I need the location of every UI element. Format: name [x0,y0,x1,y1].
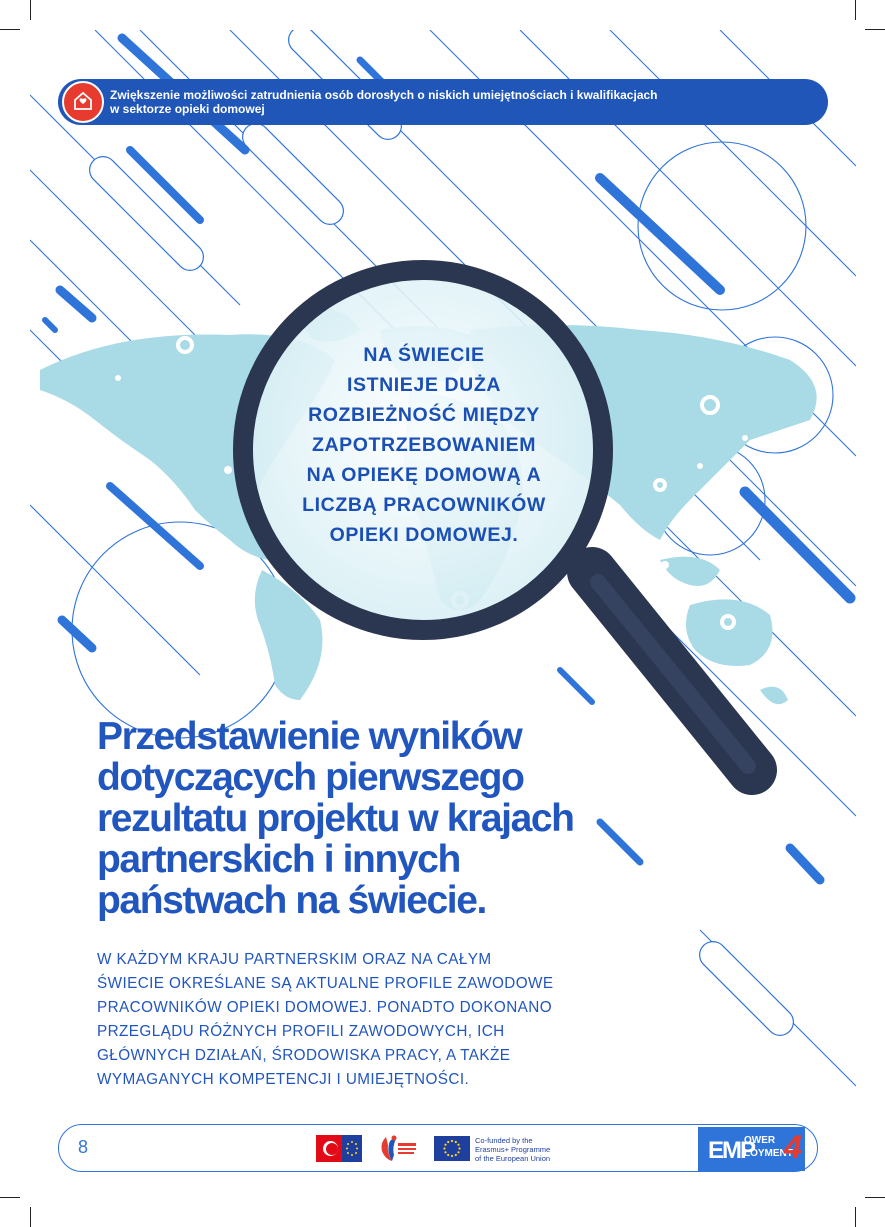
eu-flag-icon [434,1136,470,1161]
body-line: W KAŻDYM KRAJU PARTNERSKIM ORAZ NA CAŁYM [97,951,492,968]
caption-line: Co-funded by the [475,1136,533,1145]
title-line: partnerskich i innych [97,838,460,881]
body-line: GŁÓWNYCH DZIAŁAŃ, ŚRODOWISKA PRACY, A TAKŻE [97,1047,511,1064]
page-number: 8 [78,1137,89,1157]
employment4-logo [698,1127,805,1171]
body-line: PRZEGLĄDU RÓŻNYCH PROFILI ZAWODOWYCH, ICH [97,1023,505,1040]
logo-ower: OWER [744,1135,776,1146]
header-title: Zwiększenie możliwości zatrudnienia osób dorosłych o niskich umiejętnościach i kwalifikacjach w sektorze opieki domowej [110,88,658,116]
title-line: państwach na świecie. [97,879,486,922]
title-line: dotyczących pierwszego [97,756,524,799]
callout-line: NA OPIEKĘ DOMOWĄ A [306,464,542,486]
caption-line: Erasmus+ Programme [475,1145,551,1154]
body-line: WYMAGANYCH KOMPETENCJI I UMIEJĘTNOŚCI. [97,1071,470,1088]
logo-four: 4 [784,1129,802,1165]
callout-line: OPIEKI DOMOWEJ. [329,524,519,546]
page-title [97,716,697,921]
title-line: Przedstawienie wyników [97,715,522,758]
body-line: PRACOWNIKÓW OPIEKI DOMOWEJ. PONADTO DOKONANO [97,999,553,1016]
turkey-eu-flag-logo [316,1135,362,1162]
callout-line: NA ŚWIECIE [363,344,485,366]
callout-line: ISTNIEJE DUŻA [346,374,502,396]
eu-funding-caption [475,1136,585,1163]
logo-loyment: LOYMENT [744,1148,793,1159]
partner-organisation-logo [372,1133,418,1163]
magnifier-callout [262,340,586,550]
caption-line: of the European Union [475,1154,551,1163]
body-line: ŚWIECIE OKREŚLANE SĄ AKTUALNE PROFILE ZAWODOWE [97,975,554,992]
home-care-icon [62,81,104,123]
callout-line: ZAPOTRZEBOWANIEM [311,434,537,456]
logo-emp: EMP [708,1137,755,1164]
callout-line: LICZBĄ PRACOWNIKÓW [302,494,546,516]
title-line: rezultatu projektu w krajach [97,797,574,840]
body-paragraph [97,948,737,1092]
callout-line: ROZBIEŻNOŚĆ MIĘDZY [308,404,540,426]
